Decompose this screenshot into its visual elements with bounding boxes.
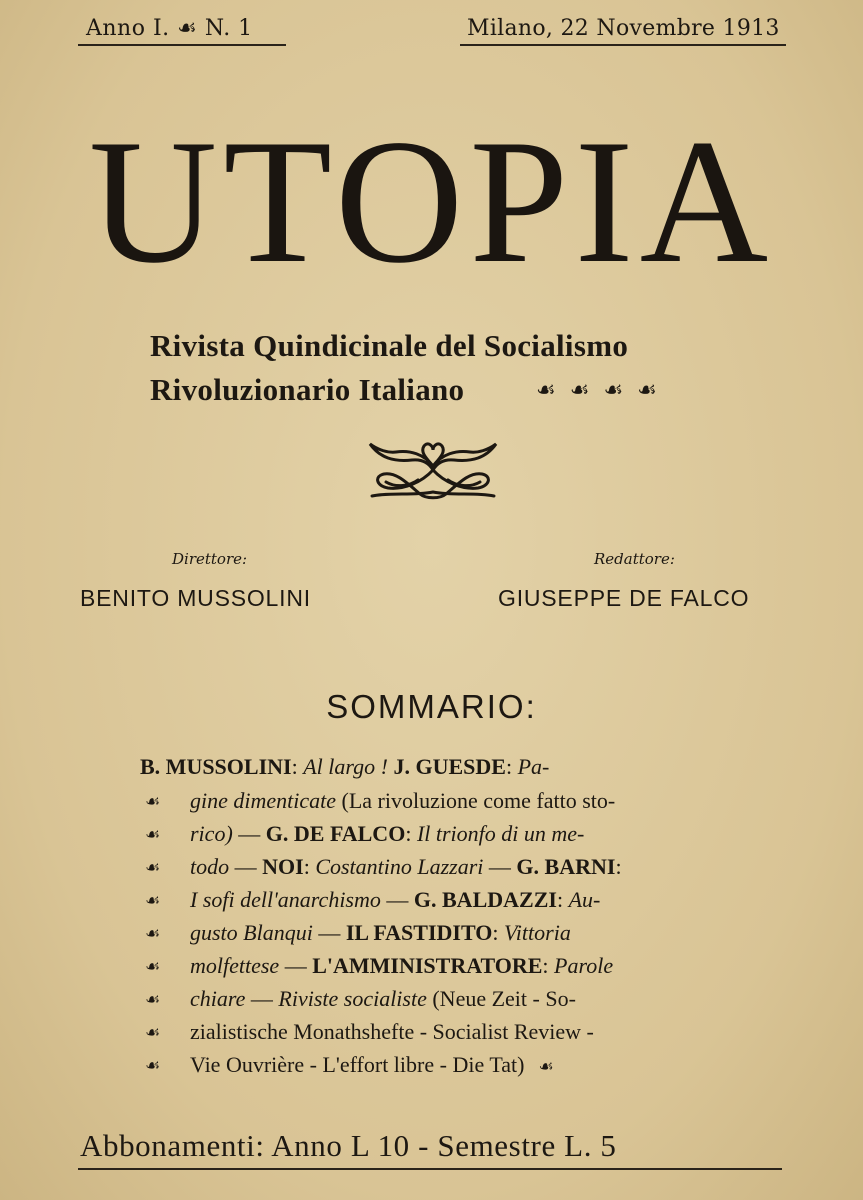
place-and-date: Milano, 22 Novembre 1913 [467,16,780,41]
article-title: I sofi dell'anarchismo [190,887,381,912]
separator: : [303,854,316,879]
director-name: BENITO MUSSOLINI [80,585,311,611]
fleuron-icon: ☙ [145,957,161,977]
article-title: Parole [554,953,614,978]
fleuron-icon: ☙ [145,858,161,878]
separator: : [492,920,504,945]
summary-row [140,754,549,780]
editor-label: Redattore: [594,550,675,568]
article-title: Pa- [517,754,550,779]
separator: — [483,854,517,879]
separator: : [556,887,569,912]
director-label: Direttore: [172,550,248,568]
separator: — [229,854,263,879]
summary-row [190,920,571,946]
fleuron-icon: ☙ [145,792,161,812]
author: B. MUSSOLINI [140,754,292,779]
separator: : [291,754,304,779]
fleuron-icon: ☙ [145,990,161,1010]
article-title: Al largo ! [303,754,388,779]
subtitle-line-2: Rivoluzionario Italiano [150,372,465,407]
separator: : [505,754,518,779]
separator: : [405,821,417,846]
art-nouveau-ornament-icon [366,436,500,502]
separator: : [542,953,555,978]
subscription-prices: Abbonamenti: Anno L 10 - Semestre L. 5 [80,1128,617,1163]
separator: — [312,920,346,945]
author: G. DE FALCO [265,821,406,846]
footer-rule [78,1168,782,1170]
separator: : [615,854,622,879]
article-note: Vie Ouvrière - L'effort libre - Die Tat) [190,1052,525,1077]
separator: — [245,986,279,1011]
article-note: (Neue Zeit - So- [426,986,576,1011]
fleuron-icon: ☙ [145,1056,161,1076]
article-title: Vittoria [504,920,571,945]
article-title: rico) [190,821,233,846]
fleuron-icon: ☙ [145,891,161,911]
article-title: gine dimenticate [190,788,337,813]
summary-row [190,788,615,814]
summary-row [190,1019,594,1045]
article-note: (La rivoluzione come fatto sto- [336,788,616,813]
fleuron-icon: ☙ [538,1057,554,1076]
author: L'AMMINISTRATORE [312,953,543,978]
subtitle-ornaments: ☙☙☙☙ [536,378,671,403]
author: NOI [262,854,304,879]
summary-row [190,854,622,880]
summary-row [190,986,576,1012]
separator: — [232,821,266,846]
fleuron-icon: ☙ [145,1023,161,1043]
summary-row [190,821,584,847]
article-title: Riviste socialiste [278,986,427,1011]
separator: — [279,953,313,978]
fleuron-icon: ☙ [145,924,161,944]
header-rule-right [460,44,786,46]
separator: — [380,887,414,912]
summary-row [190,887,600,913]
header-rule-left [78,44,286,46]
author: J. GUESDE [387,754,506,779]
summary-row [190,953,613,979]
article-note: zialistische Monathshefte - Socialist Review - [190,1019,594,1044]
article-title: chiare [190,986,246,1011]
author: IL FASTIDITO [345,920,493,945]
article-title: gusto Blanqui [190,920,313,945]
summary-row [190,1052,554,1078]
article-title: molfettese [190,953,280,978]
article-title: todo [190,854,230,879]
subtitle-line-1: Rivista Quindicinale del Socialismo [150,328,629,363]
author: G. BARNI [516,854,616,879]
author: G. BALDAZZI [413,887,557,912]
masthead-title: UTOPIA [88,102,775,300]
editor-name: GIUSEPPE DE FALCO [498,585,750,611]
article-title: Il trionfo di un me- [416,821,585,846]
article-title: Costantino Lazzari [315,854,484,879]
summary-title: SOMMARIO: [326,688,537,725]
article-title: Au- [568,887,601,912]
fleuron-icon: ☙ [145,825,161,845]
issue-number: Anno I. ☙ N. 1 [86,16,253,41]
